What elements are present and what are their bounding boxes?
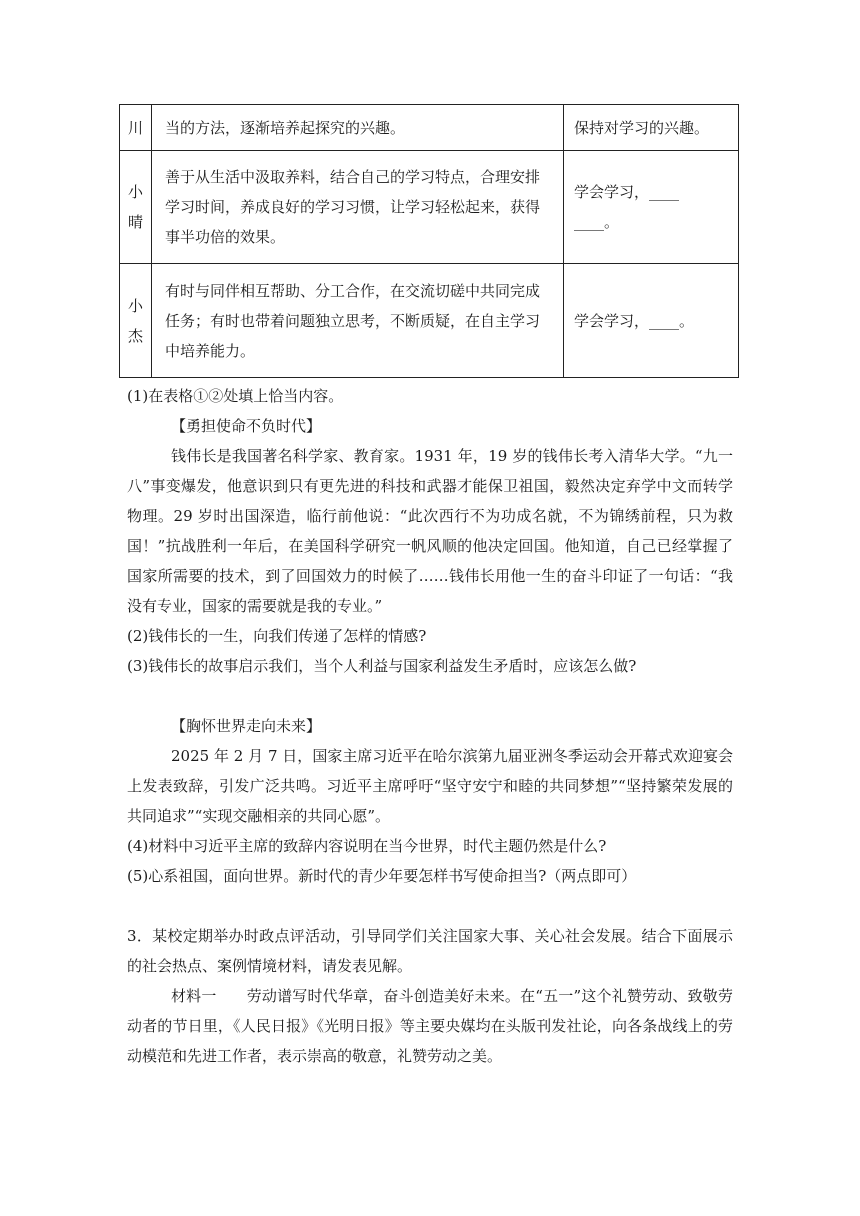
question-2: (2)钱伟长的一生，向我们传递了怎样的情感? [127,627,427,645]
question-1 [127,381,733,411]
description-cell: 有时与同伴相互帮助、分工合作，在交流切磋中共同完成任务；有时也带着问题独立思考，不断质疑，在自主学习中培养能力。 [152,264,564,378]
question-3-block [127,921,733,1071]
section-2 [127,711,733,891]
answer-cell: 学会学习，____ ____。 [564,151,739,264]
student-name: 川 [127,118,143,137]
section-1 [127,411,733,681]
question-intro: 3．某校定期举办时政点评活动，引导同学们关注国家大事、关心社会发展。结合下面展示的社会热点、案例情境材料，请发表见解。 [127,927,733,975]
learning-table [119,104,739,378]
table-row [120,105,739,151]
section-title: 【勇担使命不负时代】 [171,417,322,435]
material-1 [127,981,733,1071]
question-4: (4)材料中习近平主席的致辞内容说明在当今世界，时代主题仍然是什么? [127,837,607,855]
answer-cell: 学会学习，____。 [564,264,739,378]
question-5: (5)心系祖国，面向世界。新时代的青少年要怎样书写使命担当?（两点即可） [127,867,637,885]
table-row [120,264,739,378]
student-name-cell: 小 杰 [120,264,152,378]
answer-cell: 保持对学习的兴趣。 [564,105,739,151]
section-paragraph: 2025 年 2 月 7 日，国家主席习近平在哈尔滨第九届亚洲冬季运动会开幕式欢迎宴会上发表致辞，引发广泛共鸣。习近平主席呼吁“坚守安宁和睦的共同梦想”“坚持繁荣发展的共同追求”“实现交融相亲的共同心愿”。 [127,747,733,825]
description-cell: 善于从生活中汲取养料，结合自己的学习特点，合理安排学习时间，养成良好的学习习惯，让学习轻松起来，获得事半功倍的效果。 [152,151,564,264]
table-row [120,151,739,264]
question-3: (3)钱伟长的故事启示我们，当个人利益与国家利益发生矛盾时，应该怎么做? [127,657,637,675]
material-text: 劳动谱写时代华章，奋斗创造美好未来。在“五一”这个礼赞劳动、致敬劳动者的节日里，《人民日报》《光明日报》等主要央媒均在头版刊发社论，向各条战线上的劳动模范和先进工作者，表示崇高的敬意，礼赞劳动之美。 [127,987,733,1065]
student-name-cell [120,105,152,151]
student-name-cell: 小 晴 [120,151,152,264]
section-paragraph: 钱伟长是我国著名科学家、教育家。1931 年，19 岁的钱伟长考入清华大学。“九一八”事变爆发，他意识到只有更先进的科技和武器才能保卫祖国，毅然决定弃学中文而转学物理。29 岁时出国深造，临行前他说：“此次西行不为功成名就，不为锦绣前程，只为救国！”抗战胜利一年后，在美国科学研究一帆风顺的他决定回国。他知道，自己已经掌握了国家所需要的技术，到了回国效力的时候了……钱伟长用他一生的奋斗印证了一句话：“我没有专业，国家的需要就是我的专业。” [127,447,733,615]
question-text: (1)在表格①②处填上恰当内容。 [127,387,344,405]
material-label: 材料一 [171,987,217,1005]
description-cell: 当的方法，逐渐培养起探究的兴趣。 [152,105,564,151]
section-title: 【胸怀世界走向未来】 [171,717,322,735]
